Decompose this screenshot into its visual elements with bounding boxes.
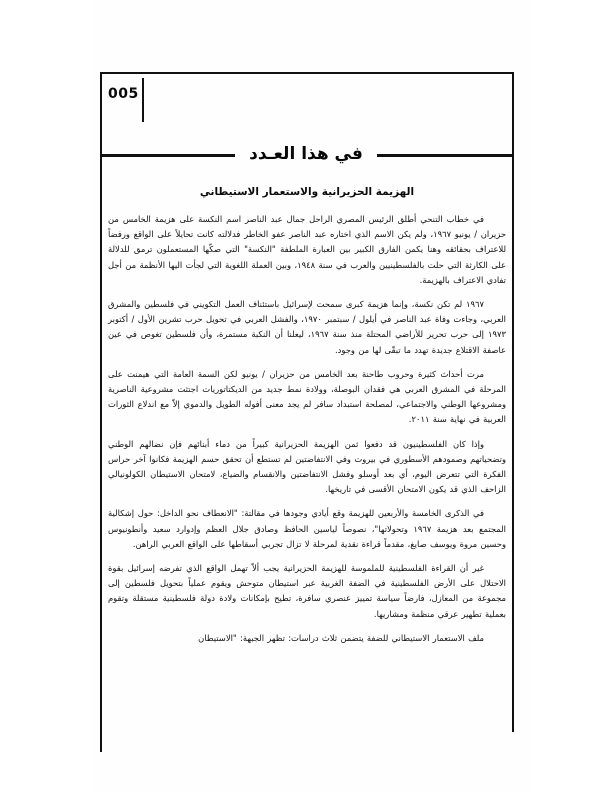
page-margin-right: [530, 0, 612, 792]
frame-rule-right: [512, 72, 514, 732]
article-subtitle: الهزيمة الحزيرانية والاستعمار الاستيطاني: [199, 186, 415, 198]
paragraph: غير أن القراءة الفلسطينية للملموسة للهزيمة الحزيرانية يجب ألاّ تهمل الواقع الذي تفرضه إسرائيل بقوة الاحتلال على الأرض الفلسطينية في الضفة الغربية عبر استيطان متوحش ويقوم عملياً بتحويل فلسطين إلى مجموعة من المعازل، فارضاً سياسة تمييز عنصري سافرة، تطيح بإمكانات ولادة دولة فلسطينية مستقلة وتقوم بعملية تطهير عرقي منظمة ومشاريها.: [108, 563, 506, 619]
frame-rule-left: [100, 72, 102, 752]
paragraph: وإذا كان الفلسطينيون قد دفعوا ثمن الهزيمة الحزيرانية كبيراً من دماء أبنائهم فإن نضالهم الوطني وتضحياتهم وصمودهم الأسطوري في بيروت وفي الانتفاضتين لم تستطع أن تحقق حسم الهزيمة فكانوا آخر حراس الفكرة التي تتعرض اليوم، أي بعد أوسلو وفشل الانتفاضتين والانقسام والضياع، لامتحان الاستيطان الكولونيالي الزاحف الذي قد يكون الامتحان الأقسى في تاريخها.: [108, 438, 506, 495]
page-margin-left: [0, 0, 92, 792]
paragraph: مرت أحداث كثيرة وحروب طاحنة بعد الخامس من حزيران / يونيو لكن السمة العامة التي هيمنت على المرحلة في المشرق العربي هي فقدان البوصلة، وولادة نمط جديد من الديكتاتوريات اجتثت مشروعية الناصرية ومشروعها الوطني والاجتماعي، لمصلحة استبداد سافر لم يجد معنى أفوله الطويل والدموي إلاّ مع اندلاع الثورات العربية في نهاية سنة ٢٠١١.: [108, 368, 506, 425]
page-number: 005: [108, 86, 139, 102]
paragraph: في الذكرى الخامسة والأربعين للهزيمة وقع أيادي وجودها في مقالتة: "الانعطاف نحو الداخل: حول إشكالية المجتمع بعد هزيمة ١٩٦٧ وتحولاتها"، نصوصاً لياسين الحافظ وصادق جلال العظم وإدوارد سعيد وأنطونيوس وحسين مروة ويوسف صايغ، مقدماً قراءة نقدية لمرحلة لا تزال تجربي أسقاطها على الواقع العربي الراهن.: [108, 508, 506, 549]
paragraph: في خطاب التنحي أطلق الرئيس المصري الراحل جمال عبد الناصر اسم النكسة على هزيمة الخامس من حزيران / يونيو ١٩٦٧، ولم يكن الاسم الذي اختاره عبد الناصر عفو الخاطر فدلالته كانت تحايلاً على الواقع ورفضاً للاعتراف بحقائقه وهنا يكمن الفارق الكبير بين العبارة الملطفة "النكسة" التي صكّها المستعملون ترمق للدلالة على الكارثة التي حلت بالفلسطينيين والعرب في سنة ١٩٤٨، وبين العملة اللغوية التي لجأت اليها الأنظمة من أجل تفادي الاعتراف بالهزيمة.: [108, 214, 506, 285]
page-title: في هذا العـدد: [249, 143, 363, 164]
article-body: [108, 186, 506, 646]
masthead: [100, 140, 512, 170]
folio-box: [100, 72, 512, 130]
masthead-rule-right: [377, 154, 512, 157]
paragraph: ملف الاستعمار الاستيطاني للضفة يتضمن ثلاث دراسات: تظهر الجبهة: "الاستيطان: [198, 632, 484, 643]
paragraph: ١٩٦٧ لم تكن نكسة، وإنما هزيمة كبرى سمحت لإسرائيل باستئناف العمل التكويني في فلسطين والمشرق العربي، وجاءت وفاة عبد الناصر في أيلول / سبتمبر ١٩٧٠، والفشل العربي في تحويل حرب تشرين الأول / أكتوبر ١٩٧٣ إلى حرب تحرير للأراضي المحتلة منذ سنة ١٩٦٧، ليعلنا أن النكبة مستمرة، وأن فلسطين تغوص في عين عاصفة الاقتلاع جديدة تهدد ما تبقّى لها من وجود.: [108, 299, 506, 355]
folio-divider: [142, 78, 144, 122]
masthead-rule-left: [100, 154, 235, 157]
